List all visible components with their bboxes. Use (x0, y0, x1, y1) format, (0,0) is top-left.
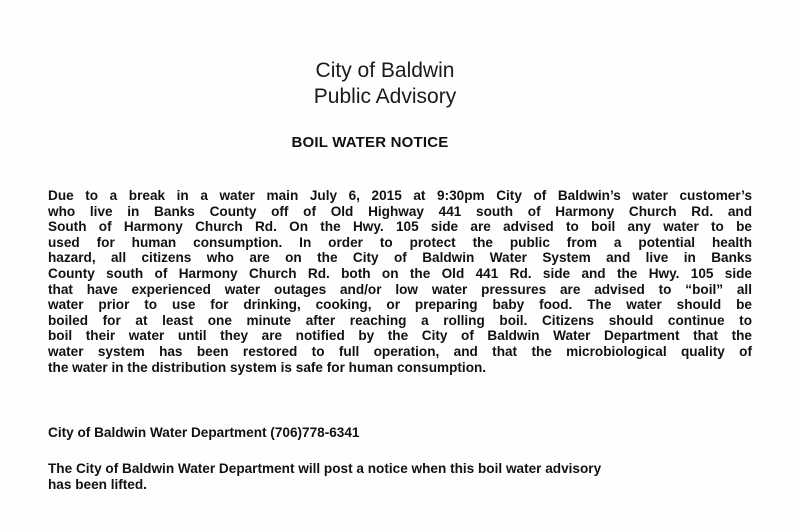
body-line: South of Harmony Church Rd. On the Hwy. 105 side are advised to boil any water to be (48, 219, 752, 235)
body-line: water system has been restored to full operation, and that the microbiological quality of (48, 343, 752, 359)
body-line: boil their water until they are notified by the City of Baldwin Water Department that the (48, 328, 752, 344)
title-advisory: Public Advisory (313, 85, 457, 108)
closing-line: has been lifted. (48, 477, 147, 492)
body-line: that have experienced water outages and/or low water pressures are advised to “boil” all (48, 281, 752, 297)
body-line: Due to a break in a water main July 6, 2015 at 9:30pm City of Baldwin’s water customer’s (48, 188, 752, 203)
document-title (0, 58, 800, 110)
closing-line: The City of Baldwin Water Department will post a notice when this boil water advisory (48, 461, 602, 476)
body-line: water prior to use for drinking, cooking, or preparing baby food. The water should be (48, 297, 752, 313)
closing-paragraph (48, 461, 752, 493)
body-line: who live in Banks County off of Old Highway 441 south of Harmony Church Rd. and (48, 203, 752, 219)
body-line: boiled for at least one minute after reaching a rolling boil. Citizens should continue to (48, 312, 752, 328)
title-city: City of Baldwin (315, 59, 455, 82)
body-line: County south of Harmony Church Rd. both on the Old 441 Rd. side and the Hwy. 105 side (48, 265, 752, 281)
body-line: used for human consumption. In order to protect the public from a potential health (48, 234, 752, 250)
body-line: the water in the distribution system is safe for human consumption. (48, 359, 487, 375)
body-line: hazard, all citizens who are on the City of Baldwin Water System and live in Banks (48, 250, 752, 266)
contact-line: City of Baldwin Water Department (706)778-6341 (48, 425, 360, 440)
notice-body (48, 188, 752, 375)
notice-heading: BOIL WATER NOTICE (291, 134, 449, 151)
